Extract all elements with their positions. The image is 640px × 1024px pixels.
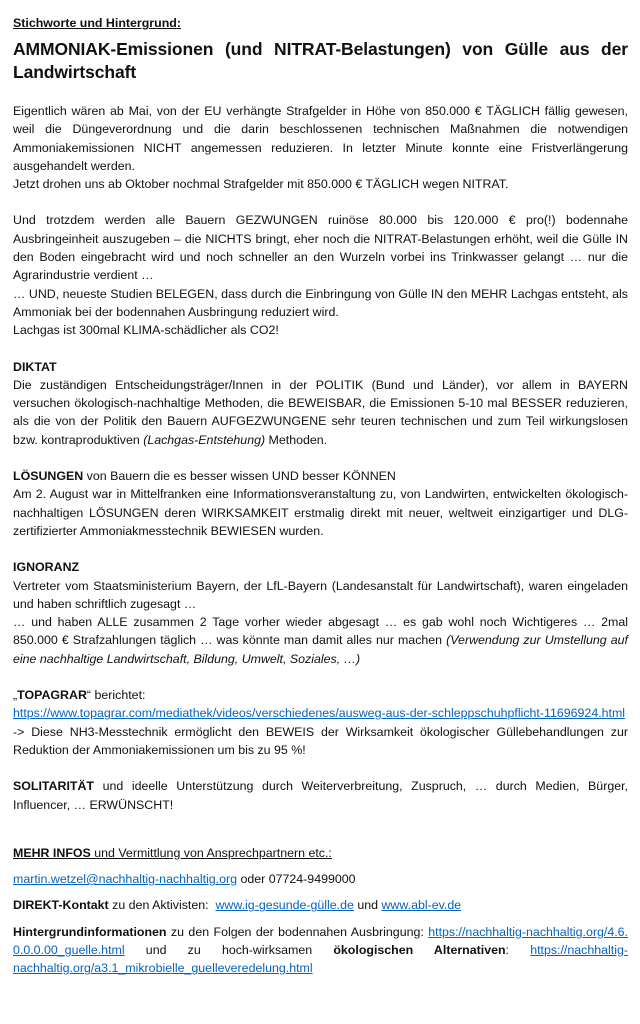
loesungen-heading-rest: von Bauern die es besser wissen UND besser KÖNNEN [83,469,396,484]
background-paragraph [13,923,628,978]
background-text-2: und zu hoch-wirksamen [124,942,334,957]
quote-close: “ [86,688,92,703]
loesungen-paragraph: Am 2. August war in Mittelfranken eine Informationsveranstaltung zu, von Landwirten, entwickelten ökologisch-nachhaltigen LÖSUNGEN deren WIRKSAMKEIT erstmalig direkt mit neuer, weltweit einzigartiger und DLG-zertifizierter Ammoniakmesstechnik BEWIESEN wurden. [13,487,628,538]
solidaritaet-paragraph [13,777,628,814]
intro-paragraph: Eigentlich wären ab Mai, von der EU verhängte Strafgelder in Höhe von 850.000 € TÄGLICH fällig gewesen, weil die Düngeverordnung und die darin beschlossenen technischen Maßnahmen die notwendigen Ammoniakemissionen NICHT angemessen reduzieren. In letzter Minute konnte eine Fristverlängerung ausgehandelt werden. [13,104,628,173]
email-line [13,870,628,888]
diktat-text: Die zuständigen Entscheidungsträger/Innen in der POLITIK (Bund und Länder), vor allem in BAYERN versuchen ökologisch-nachhaltige Methoden, die BEWEISBAR, die Emissionen 5-10 mal BESSER reduzieren, als die von der Politik den Bauern AUFGEZWUNGENE sehr teuren technischen und zum Teil wirkungslosen bzw. kontraproduktiven [13,377,628,447]
quote-open: „ [13,688,18,703]
ignoranz-heading: IGNORANZ [13,560,80,575]
ignoranz-text: … und haben ALLE zusammen 2 Tage vorher wieder abgesagt … es gab wohl noch Wichtigeres … 2mal 850.000 € Strafzahlungen täglich … was könnte man damit alles nur machen [13,615,628,648]
topagrar-link[interactable]: https://www.topagrar.com/mediathek/videos/verschiedenes/ausweg-aus-der-schleppschuhpflicht-11696924.html [13,706,626,721]
email-link[interactable]: martin.wetzel@nachhaltig-nachhaltig.org [13,872,238,887]
more-info-heading: MEHR INFOS [13,845,91,860]
diktat-heading: DIKTAT [13,359,57,374]
direct-contact-rest: zu den Aktivisten: [108,898,216,913]
more-info-rest: und Vermittlung von Ansprechpartnern etc.: [90,845,332,860]
solidaritaet-text: und ideelle Unterstützung durch Weiterverbreitung, Zuspruch, … durch Medien, Bürger, Influencer, … ERWÜNSCHT! [13,779,628,812]
ignoranz-italic: (Verwendung zur Umstellung auf eine nachhaltige Landwirtschaft, Bildung, Umwelt, Soziales, …) [13,633,628,666]
more-info-line [13,844,628,862]
studies-paragraph: … UND, neueste Studien BELEGEN, dass durch die Einbringung von Gülle IN den MEHR Lachgas entsteht, als Ammoniak bei der bodennahen Ausbringung reduziert wird. [13,286,628,319]
loesungen-heading-line [13,467,628,485]
guelle-info-link[interactable]: https://nachhaltig-nachhaltig.org/4.6.0.0.0.00_guelle.html [13,924,628,957]
lachgas-line: Lachgas ist 300mal KLIMA-schädlicher als CO2! [13,323,279,338]
direct-contact-heading: DIREKT-Kontakt [13,898,109,913]
topagrar-text: -> Diese NH3-Messtechnik ermöglicht den BEWEIS der Wirksamkeit ökologischer Güllebehandlungen zur Reduktion der Ammoniakemissionen um bis zu 95 %! [13,724,628,757]
background-heading: Hintergrundinformationen [13,924,167,939]
and-text: und [353,898,382,913]
topagrar-paragraph [13,704,628,759]
topagrar-line [13,686,628,704]
kicker-heading: Stichworte und Hintergrund: [13,16,181,30]
abl-ev-link[interactable]: www.abl-ev.de [381,898,462,913]
ignoranz-paragraph-1: Vertreter vom Staatsministerium Bayern, der LfL-Bayern (Landesanstalt für Landwirtschaft), waren eingeladen und haben schriftlich zugesagt … [13,578,628,611]
guelleveredelung-link[interactable]: https://nachhaltig-nachhaltig.org/a3.1_mikrobielle_guelleveredelung.html [13,942,628,976]
page-title: AMMONIAK-Emissionen (und NITRAT-Belastungen) von Gülle aus der Landwirtschaft [13,39,628,82]
background-text-1: zu den Folgen der bodennahen Ausbringung: [166,924,429,939]
diktat-tail: Methoden. [265,432,328,447]
ignoranz-paragraph-2 [13,613,628,668]
topagrar-reports: berichtet: [91,688,146,703]
direct-contact-line [13,896,628,914]
ig-gesunde-guelle-link[interactable]: www.ig-gesunde-gülle.de [215,898,354,913]
solidaritaet-heading: SOLITARITÄT [13,779,94,794]
diktat-italic: (Lachgas-Entstehung) [143,432,266,447]
diktat-paragraph [13,376,628,449]
background-colon: : [505,942,531,957]
intro-nitrat-line: Jetzt drohen uns ab Oktober nochmal Strafgelder mit 850.000 € TÄGLICH wegen NITRAT. [13,177,509,192]
alternatives-heading: ökologischen Alternativen [333,942,506,957]
topagrar-name: TOPAGRAR [17,688,87,703]
costs-paragraph: Und trotzdem werden alle Bauern GEZWUNGEN ruinöse 80.000 bis 120.000 € pro(!) bodennahe Ausbringeinheit auszugeben – die NICHTS bringt, eher noch die NITRAT-Belastungen erhöht, weil die Gülle IN den Boden eingebracht wird und noch schneller an den Wurzeln vorbei ins Trinkwasser gelangt … nur die Agrarindustrie verdient … [13,213,628,283]
loesungen-heading: LÖSUNGEN [13,469,84,484]
phone-text: oder 07724-9499000 [237,872,356,887]
